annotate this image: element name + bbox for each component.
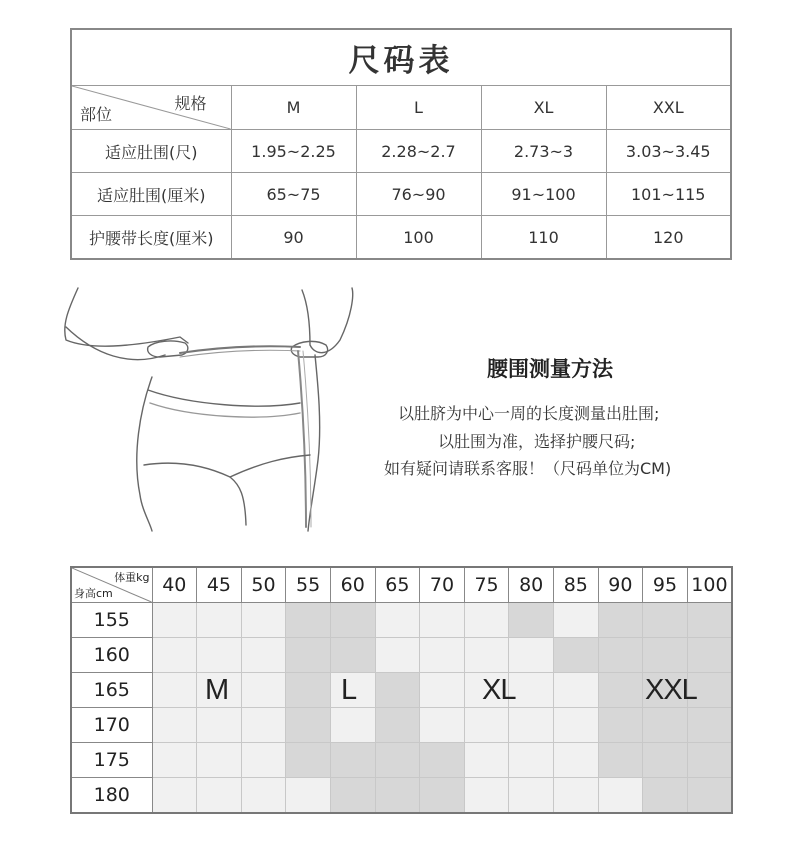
shaded-cell [553, 638, 598, 673]
weight-header: 50 [241, 567, 286, 603]
shaded-cell [643, 708, 688, 743]
shaded-cell [643, 743, 688, 778]
weight-axis-label: 体重kg [114, 571, 150, 584]
table-row [71, 173, 731, 216]
shaded-cell [687, 743, 732, 778]
shaded-cell [687, 778, 732, 814]
chart-cell [197, 603, 242, 638]
chart-cell [197, 638, 242, 673]
weight-header: 60 [330, 567, 375, 603]
measurement-line: 以肚围为准，选择护腰尺码; [438, 432, 636, 451]
left-arm [65, 288, 188, 346]
shaded-cell [330, 743, 375, 778]
size-table-corner [71, 86, 231, 130]
size-label-xl: XL [482, 674, 516, 706]
waist-measurement-illustration [60, 285, 360, 533]
chart-cell [286, 778, 331, 814]
size-label-m: M [205, 674, 229, 706]
shaded-cell [420, 743, 465, 778]
chart-cell [152, 778, 197, 814]
height-label: 165 [71, 673, 152, 708]
chart-cell [152, 708, 197, 743]
chart-cell [375, 603, 420, 638]
row-label: 适应肚围(尺) [71, 130, 231, 173]
size-label-xxl: XXL [645, 674, 697, 706]
size-label-l: L [341, 674, 357, 706]
chart-cell [509, 708, 554, 743]
weight-header: 45 [197, 567, 242, 603]
table-row [71, 130, 731, 173]
table-cell: 76~90 [356, 173, 481, 216]
corner-part-label: 部位 [80, 105, 113, 124]
left-hand [148, 341, 188, 357]
shaded-cell [643, 638, 688, 673]
shaded-cell [687, 638, 732, 673]
shaded-cell [330, 778, 375, 814]
weight-header: 40 [152, 567, 197, 603]
chart-cell [197, 743, 242, 778]
chart-cell [420, 708, 465, 743]
chart-cell [509, 743, 554, 778]
chart-cell [152, 673, 197, 708]
shaded-cell [375, 778, 420, 814]
size-table-title: 尺码表 [71, 29, 731, 86]
chart-cell [553, 603, 598, 638]
shaded-cell [598, 743, 643, 778]
chart-cell [241, 603, 286, 638]
corner-spec-label: 规格 [174, 94, 207, 113]
measurement-line: 如有疑问请联系客服！（尺码单位为CM) [384, 459, 672, 478]
shaded-cell [286, 603, 331, 638]
table-cell: 101~115 [606, 173, 731, 216]
chart-cell [553, 743, 598, 778]
shaded-cell [286, 673, 331, 708]
shaded-cell [286, 638, 331, 673]
chart-cell [420, 638, 465, 673]
weight-header: 100 [687, 567, 732, 603]
shaded-cell [687, 603, 732, 638]
shaded-cell [687, 708, 732, 743]
height-label: 180 [71, 778, 152, 814]
chart-cell [241, 743, 286, 778]
shaded-cell [375, 708, 420, 743]
torso-left [137, 377, 152, 531]
chart-corner [71, 567, 152, 603]
measurement-title: 腰围测量方法 [487, 357, 613, 381]
chart-cell [241, 708, 286, 743]
shaded-cell [598, 603, 643, 638]
size-header: XL [481, 86, 606, 130]
shaded-cell [598, 708, 643, 743]
table-row [71, 216, 731, 260]
table-cell: 2.73~3 [481, 130, 606, 173]
chart-cell [509, 778, 554, 814]
height-label: 160 [71, 638, 152, 673]
shaded-cell [375, 743, 420, 778]
shaded-cell [420, 778, 465, 814]
right-arm [302, 288, 353, 353]
leg-line [230, 455, 310, 477]
weight-header: 90 [598, 567, 643, 603]
weight-header: 65 [375, 567, 420, 603]
measurement-line: 以肚脐为中心一周的长度测量出肚围; [398, 404, 660, 423]
height-label: 155 [71, 603, 152, 638]
weight-header: 95 [643, 567, 688, 603]
weight-header: 70 [420, 567, 465, 603]
height-label: 170 [71, 708, 152, 743]
tape-measure [180, 346, 300, 353]
shaded-cell [330, 638, 375, 673]
size-table [70, 28, 732, 260]
shaded-cell [598, 638, 643, 673]
chart-cell [464, 778, 509, 814]
torso-right [308, 355, 320, 531]
weight-height-chart [70, 566, 733, 814]
table-row [71, 778, 732, 814]
table-row [71, 638, 732, 673]
table-row [71, 673, 732, 708]
shaded-cell [643, 778, 688, 814]
table-cell: 1.95~2.25 [231, 130, 356, 173]
waistband [148, 390, 300, 406]
weight-header: 80 [509, 567, 554, 603]
table-row [71, 603, 732, 638]
table-cell: 3.03~3.45 [606, 130, 731, 173]
table-cell: 90 [231, 216, 356, 260]
chart-cell [553, 778, 598, 814]
shaded-cell [286, 708, 331, 743]
chart-cell [197, 708, 242, 743]
chart-cell [241, 778, 286, 814]
table-cell: 110 [481, 216, 606, 260]
chart-cell [152, 603, 197, 638]
shaded-cell [330, 603, 375, 638]
chart-cell [420, 603, 465, 638]
row-label: 适应肚围(厘米) [71, 173, 231, 216]
table-row [71, 708, 732, 743]
chart-cell [464, 743, 509, 778]
weight-header: 85 [553, 567, 598, 603]
chart-cell [464, 638, 509, 673]
weight-header: 55 [286, 567, 331, 603]
chart-cell [464, 708, 509, 743]
shaded-cell [286, 743, 331, 778]
chart-cell [197, 778, 242, 814]
table-cell: 100 [356, 216, 481, 260]
chart-cell [553, 673, 598, 708]
height-axis-label: 身高cm [74, 587, 113, 600]
weight-header: 75 [464, 567, 509, 603]
leg-opening [144, 463, 246, 525]
chart-cell [598, 778, 643, 814]
chart-cell [375, 638, 420, 673]
shaded-cell [643, 603, 688, 638]
chart-cell [152, 743, 197, 778]
chart-cell [152, 638, 197, 673]
chart-cell [464, 603, 509, 638]
chart-cell [241, 638, 286, 673]
shaded-cell [598, 673, 643, 708]
row-label: 护腰带长度(厘米) [71, 216, 231, 260]
table-cell: 65~75 [231, 173, 356, 216]
size-header: XXL [606, 86, 731, 130]
size-header: L [356, 86, 481, 130]
height-label: 175 [71, 743, 152, 778]
shaded-cell [509, 603, 554, 638]
shaded-cell [375, 673, 420, 708]
chart-cell [330, 708, 375, 743]
table-cell: 2.28~2.7 [356, 130, 481, 173]
table-cell: 91~100 [481, 173, 606, 216]
chart-cell [509, 638, 554, 673]
chart-cell [553, 708, 598, 743]
size-header: M [231, 86, 356, 130]
chart-cell [509, 673, 554, 708]
table-row [71, 743, 732, 778]
chart-cell [420, 673, 465, 708]
table-cell: 120 [606, 216, 731, 260]
chart-cell [241, 673, 286, 708]
